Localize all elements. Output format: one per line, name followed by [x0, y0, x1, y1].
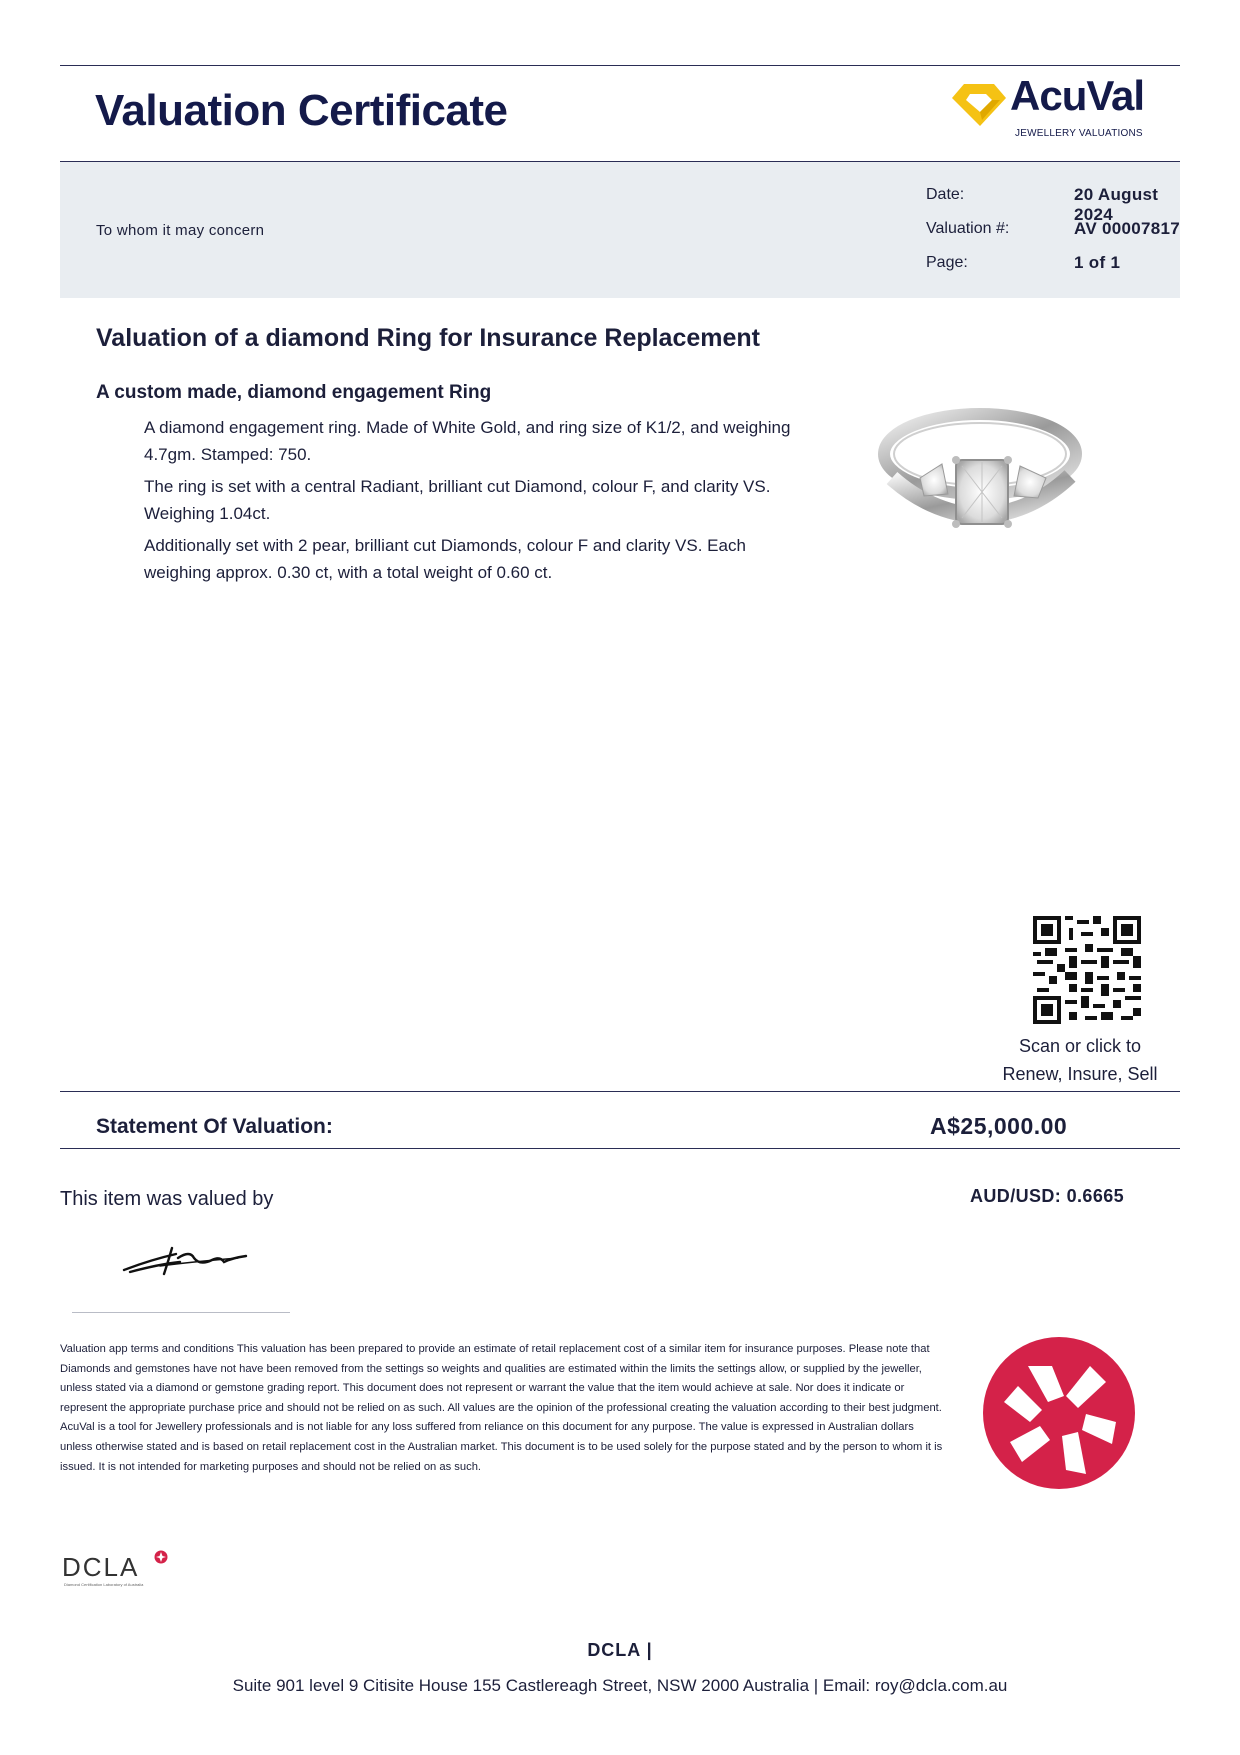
dcla-logo-tagline: Diamond Certification Laboratory of Australia [64, 1582, 144, 1587]
acuval-logo-text: AcuVal [1010, 72, 1145, 119]
footer-address: Suite 901 level 9 Citisite House 155 Castlereagh Street, NSW 2000 Australia | Email: roy@dcla.com.au [232, 1676, 1008, 1695]
statement-top-divider [60, 1091, 1180, 1092]
page-title: Valuation Certificate [95, 86, 508, 135]
recipient-text: To whom it may concern [96, 222, 265, 239]
valuation-heading: Valuation of a diamond Ring for Insurance Replacement [96, 324, 761, 352]
page-value: 1 of 1 [1074, 253, 1121, 272]
valuation-number-label: Valuation #: [926, 220, 1010, 237]
signature-line [72, 1312, 290, 1313]
qr-code-icon[interactable] [1033, 916, 1141, 1024]
dcla-logo [62, 1552, 182, 1588]
dcla-gem-icon [154, 1550, 168, 1564]
description-paragraph: Additionally set with 2 pear, brilliant cut Diamonds, colour F and clarity VS. Each weighing approx. 0.30 ct, with a total weight of 0.60 ct. [144, 536, 746, 582]
date-value: 20 August 2024 [1074, 185, 1159, 224]
qr-caption [980, 1032, 1180, 1088]
date-label: Date: [926, 186, 965, 203]
statement-bottom-divider [60, 1148, 1180, 1149]
acuval-gem-logo-icon [950, 80, 1008, 128]
page-label: Page: [926, 254, 968, 271]
statement-value: A$25,000.00 [930, 1113, 1068, 1139]
valued-by-label: This item was valued by [60, 1188, 274, 1210]
qr-caption-line2: Renew, Insure, Sell [1002, 1064, 1158, 1084]
terms-and-conditions: Valuation app terms and conditions This valuation has been prepared to provide an estimate of retail replacement cost of a similar item for insurance purposes. Please note that Diamonds and gemstones have not have been removed from the settings so weights and qualities are estimated within the limits the settings allow, or supplied by the jeweller, unless stated via a diamond or gemstone grading report. This document does not represent or warrant the value that the item would achieve at sale. Nor does it indicate or represent the appropriate purchase price and should not be relied on as such. All values are the opinion of the professional creating the valuation according to their best judgment. AcuVal is a tool for Jewellery professionals and is not liable for any loss suffered from reliance on this document for any purpose. The value is expressed in Australian dollars unless otherwise stated and is based on retail replacement cost in the Australian market. This document is to be used solely for the purpose stated and by the person to whom it is issued. It is not intended for marketing purposes and should not be relied on as such. [60, 1343, 943, 1473]
acuval-logo-tagline: JEWELLERY VALUATIONS [1015, 128, 1143, 139]
top-divider [60, 65, 1180, 66]
footer-company: DCLA | [587, 1640, 653, 1660]
diamond-ring-photo [870, 392, 1090, 552]
exchange-rate: AUD/USD: 0.6665 [970, 1186, 1125, 1206]
acuval-logo [950, 72, 1160, 146]
description-paragraph: A diamond engagement ring. Made of White Gold, and ring size of K1/2, and weighing 4.7gm. Stamped: 750. [144, 418, 791, 464]
valuer-signature [120, 1240, 260, 1280]
qr-caption-line1: Scan or click to [1018, 1036, 1142, 1056]
valuation-number-value: AV 00007817 [1074, 219, 1181, 238]
statement-label: Statement Of Valuation: [96, 1115, 333, 1138]
dcla-logo-text: DCLA [62, 1552, 140, 1582]
dcla-seal-icon [982, 1336, 1136, 1490]
item-subheading: A custom made, diamond engagement Ring [96, 382, 492, 403]
description-paragraph: The ring is set with a central Radiant, brilliant cut Diamond, colour F, and clarity VS. Weighing 1.04ct. [144, 477, 771, 523]
